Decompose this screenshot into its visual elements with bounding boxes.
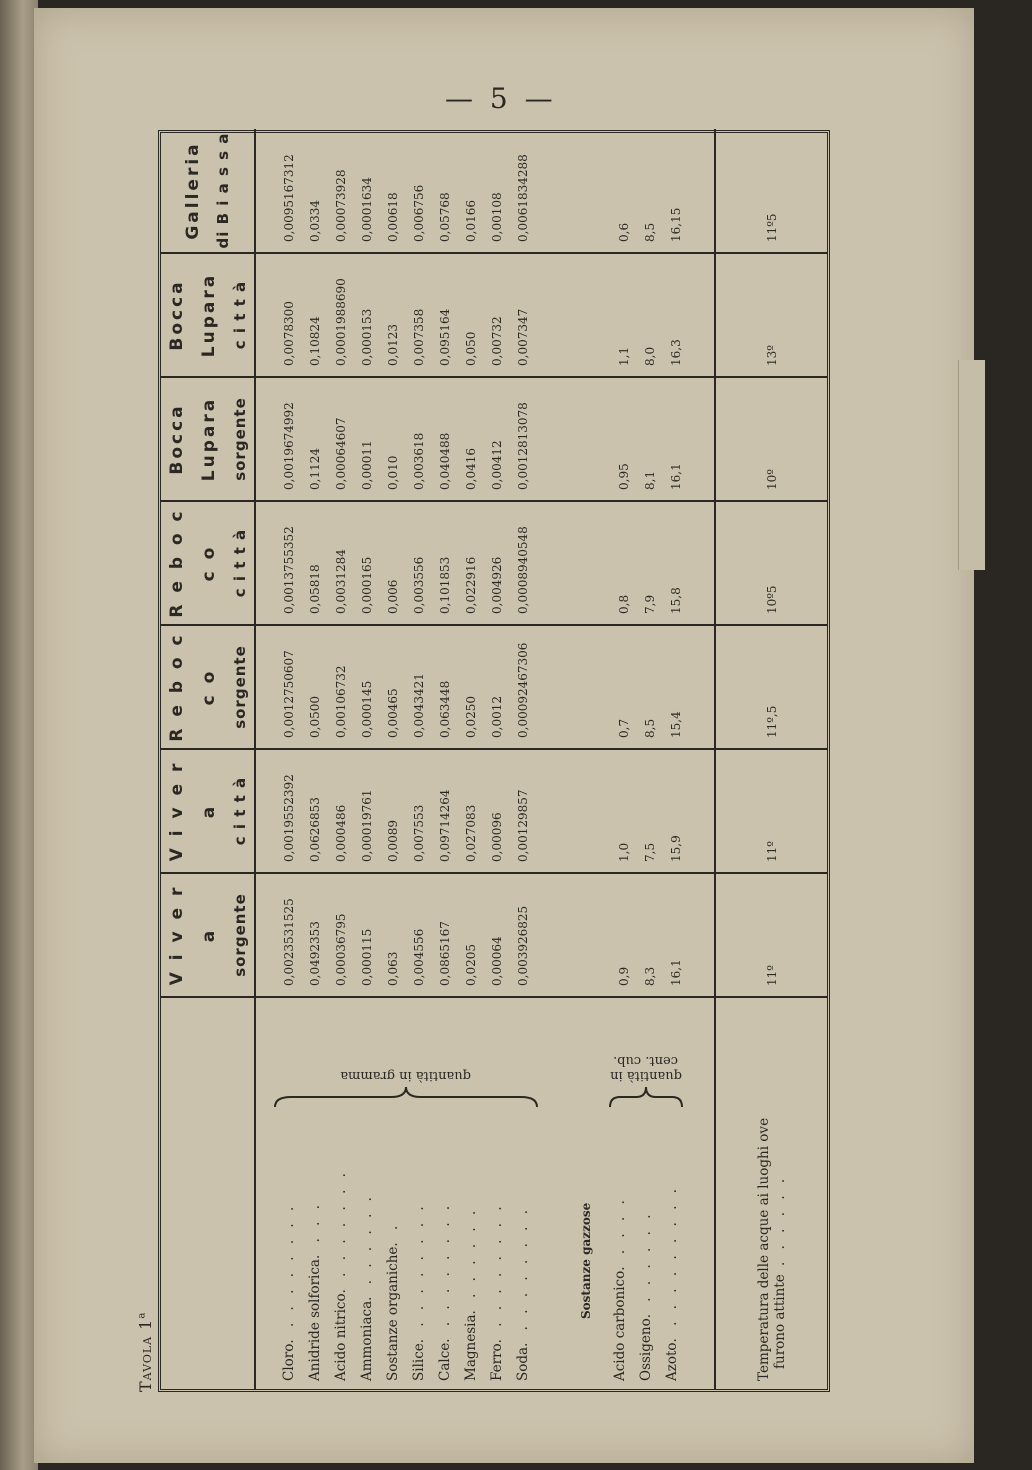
- value-cell: 0,0626853: [307, 797, 322, 862]
- table-title: Tavola 1$^a$: [136, 1311, 155, 1392]
- rotated-table-area: [136, 122, 838, 1392]
- col-rebocco-citta-values: [255, 501, 555, 625]
- col-header-rebocco-sorgente: R e b o c c o sorgente: [161, 625, 255, 749]
- temp-value: 11º5: [715, 129, 827, 253]
- value-cell: 8,3: [642, 966, 657, 986]
- gas-unit-label: quantità in cent. cub.: [609, 1053, 682, 1083]
- mineral-block: [255, 129, 555, 1389]
- value-cell: 0,004556: [411, 928, 426, 986]
- value-cell: 0,0008940548: [515, 526, 530, 614]
- value-cell: 0,00465: [385, 688, 400, 738]
- value-cell: 0,027083: [463, 804, 478, 862]
- temperature-row: [715, 129, 827, 1389]
- gas-block: [555, 129, 715, 1389]
- value-cell: 0,000145: [359, 680, 374, 738]
- col-header-vivera-citta: V i v e r a c i t t à: [161, 749, 255, 873]
- value-cell: 0,0012: [489, 696, 504, 738]
- temperature-label: Temperatura delle acque ai luoghi ove furono attinte . . . . . .: [715, 997, 827, 1389]
- value-cell: 16,3: [668, 339, 683, 366]
- value-cell: 0,000165: [359, 556, 374, 614]
- gas-labels: [555, 997, 715, 1389]
- analysis-table-frame: [158, 130, 830, 1392]
- value-cell: 0,10824: [307, 316, 322, 366]
- value-cell: 0,05768: [437, 192, 452, 242]
- col-bocca-lupara-sorgente-values: [255, 377, 555, 501]
- col-header-bocca-lupara-sorgente: Bocca Lupara sorgente: [161, 377, 255, 501]
- row-label: Ossigeno . . . . . . .: [637, 1210, 654, 1381]
- value-cell: 0,9: [616, 966, 631, 986]
- value-cell: 0,0089: [385, 820, 400, 862]
- header-row: [161, 129, 255, 1389]
- value-cell: 0,000115: [359, 928, 374, 986]
- value-cell: 0,0205: [463, 944, 478, 986]
- value-cell: 0,00036795: [333, 913, 348, 986]
- temp-value: 11º,5: [715, 625, 827, 749]
- value-cell: 0,00073928: [333, 169, 348, 242]
- col-header-vivera-sorgente: V i v e r a sorgente: [161, 873, 255, 997]
- value-cell: 1,0: [616, 842, 631, 862]
- value-cell: 0,0013755352: [281, 526, 296, 614]
- value-cell: 0,00019761: [359, 789, 374, 862]
- row-label: Azoto . . . . . . . . . .: [663, 1184, 680, 1381]
- value-cell: 0,040488: [437, 432, 452, 490]
- mineral-labels: [255, 997, 555, 1389]
- value-cell: 0,00092467306: [515, 642, 530, 738]
- col-vivera-sorgente-values: [255, 873, 555, 997]
- value-cell: 0,0250: [463, 696, 478, 738]
- value-cell: 0,0043421: [411, 673, 426, 738]
- col-header-galleria-biassa: Galleria di B i a s s a: [161, 129, 255, 253]
- value-cell: 0,101853: [437, 556, 452, 614]
- temp-value: 11º: [715, 749, 827, 873]
- gas-col-2: [555, 625, 715, 749]
- temp-value: 10º5: [715, 501, 827, 625]
- paper-tab: [958, 360, 985, 570]
- value-cell: 0,000153: [359, 308, 374, 366]
- value-cell: 0,00618: [385, 192, 400, 242]
- value-cell: 0,0019674992: [281, 402, 296, 490]
- col-header-bocca-lupara-citta: Bocca Lupara c i t t à: [161, 253, 255, 377]
- value-cell: 8,5: [642, 222, 657, 242]
- value-cell: 0,095164: [437, 308, 452, 366]
- value-cell: 0,00064607: [333, 417, 348, 490]
- gas-col-0: [555, 873, 715, 997]
- value-cell: 8,1: [642, 470, 657, 490]
- row-label: Calce . . . . . . . . .: [436, 1201, 453, 1381]
- value-cell: 0,0019552392: [281, 774, 296, 862]
- value-cell: 0,00129857: [515, 789, 530, 862]
- value-cell: 0,003556: [411, 556, 426, 614]
- gas-col-1: [555, 749, 715, 873]
- value-cell: 0,006756: [411, 184, 426, 242]
- gas-col-3: [555, 501, 715, 625]
- gas-section-heading: Sostanze gazzose: [578, 1202, 593, 1319]
- water-analysis-table: [161, 129, 827, 1389]
- value-cell: 0,0492353: [307, 921, 322, 986]
- value-cell: 7,5: [642, 842, 657, 862]
- col-vivera-citta-values: [255, 749, 555, 873]
- value-cell: 15,4: [668, 711, 683, 738]
- value-cell: 0,022916: [463, 556, 478, 614]
- row-label: Magnesia . . . . . . .: [462, 1206, 479, 1381]
- value-cell: 0,0001634: [359, 177, 374, 242]
- grams-label: quantità in gramma: [340, 1068, 471, 1083]
- value-cell: 0,0166: [463, 200, 478, 242]
- value-cell: 0,0416: [463, 448, 478, 490]
- value-cell: 8,5: [642, 718, 657, 738]
- value-cell: 0,000486: [333, 804, 348, 862]
- value-cell: 0,003618: [411, 432, 426, 490]
- col-header-rebocco-citta: R e b o c c o c i t t à: [161, 501, 255, 625]
- value-cell: 0,00108: [489, 192, 504, 242]
- gas-col-4: [555, 377, 715, 501]
- temp-value: 11º: [715, 873, 827, 997]
- value-cell: 0,0023531525: [281, 898, 296, 986]
- value-cell: 0,0012813078: [515, 402, 530, 490]
- value-cell: 0,007347: [515, 308, 530, 366]
- value-cell: 0,050: [463, 331, 478, 366]
- value-cell: 0,6: [616, 222, 631, 242]
- header-corner: [161, 997, 255, 1389]
- value-cell: 0,00096: [489, 812, 504, 862]
- value-cell: 0,003926825: [515, 905, 530, 986]
- value-cell: 0,007553: [411, 804, 426, 862]
- value-cell: 0,1124: [307, 448, 322, 490]
- value-cell: 16,15: [668, 207, 683, 242]
- value-cell: 0,0078300: [281, 301, 296, 366]
- col-bocca-lupara-citta-values: [255, 253, 555, 377]
- row-label: Acido carbonico . . . . .: [611, 1196, 628, 1381]
- value-cell: 0,0095167312: [281, 154, 296, 242]
- value-cell: 0,063448: [437, 680, 452, 738]
- brace-icon: [271, 1083, 541, 1111]
- value-cell: 0,0061834288: [515, 154, 530, 242]
- col-rebocco-sorgente-values: [255, 625, 555, 749]
- value-cell: 0,09714264: [437, 789, 452, 862]
- value-cell: 0,0500: [307, 696, 322, 738]
- value-cell: 0,010: [385, 455, 400, 490]
- value-cell: 16,1: [668, 463, 683, 490]
- value-cell: 0,7: [616, 718, 631, 738]
- value-cell: 0,004926: [489, 556, 504, 614]
- row-label: Ammoniaca . . . . . . .: [358, 1193, 375, 1381]
- value-cell: 7,9: [642, 594, 657, 614]
- binding-strip: [0, 0, 38, 1470]
- temp-value: 10º: [715, 377, 827, 501]
- page-number: — 5 —: [445, 82, 557, 115]
- row-label: Silice . . . . . . . . .: [410, 1202, 427, 1381]
- row-label: Acido nitrico . . . . . . . .: [332, 1169, 349, 1381]
- value-cell: 0,8: [616, 594, 631, 614]
- value-cell: 0,00732: [489, 316, 504, 366]
- row-label: Ferro . . . . . . . . .: [488, 1202, 505, 1381]
- row-label: Sostanze organiche . .: [384, 1221, 401, 1381]
- value-cell: 0,05818: [307, 564, 322, 614]
- value-cell: 16,1: [668, 959, 683, 986]
- value-cell: 0,0012750607: [281, 650, 296, 738]
- value-cell: 0,007358: [411, 308, 426, 366]
- value-cell: 0,00011: [359, 440, 374, 490]
- row-label: Anidride solforica . . . .: [306, 1200, 323, 1381]
- value-cell: 0,0334: [307, 200, 322, 242]
- value-cell: 0,00106732: [333, 665, 348, 738]
- value-cell: 0,0031284: [333, 549, 348, 614]
- value-cell: 0,0123: [385, 324, 400, 366]
- value-cell: 8,0: [642, 346, 657, 366]
- temp-value: 13º: [715, 253, 827, 377]
- row-label: Cloro . . . . . . . . .: [280, 1202, 297, 1381]
- row-label: Soda . . . . . . . . .: [514, 1205, 531, 1381]
- value-cell: 0,00412: [489, 440, 504, 490]
- value-cell: 1,1: [616, 346, 631, 366]
- gas-col-6: [555, 129, 715, 253]
- value-cell: 0,063: [385, 951, 400, 986]
- col-galleria-biassa-values: [255, 129, 555, 253]
- brace-icon: [606, 1083, 686, 1111]
- value-cell: 0,0001988690: [333, 278, 348, 366]
- value-cell: 0,006: [385, 579, 400, 614]
- gas-col-5: [555, 253, 715, 377]
- value-cell: 0,0865167: [437, 921, 452, 986]
- value-cell: 15,8: [668, 587, 683, 614]
- value-cell: 0,00064: [489, 936, 504, 986]
- value-cell: 0,95: [616, 463, 631, 490]
- value-cell: 15,9: [668, 835, 683, 862]
